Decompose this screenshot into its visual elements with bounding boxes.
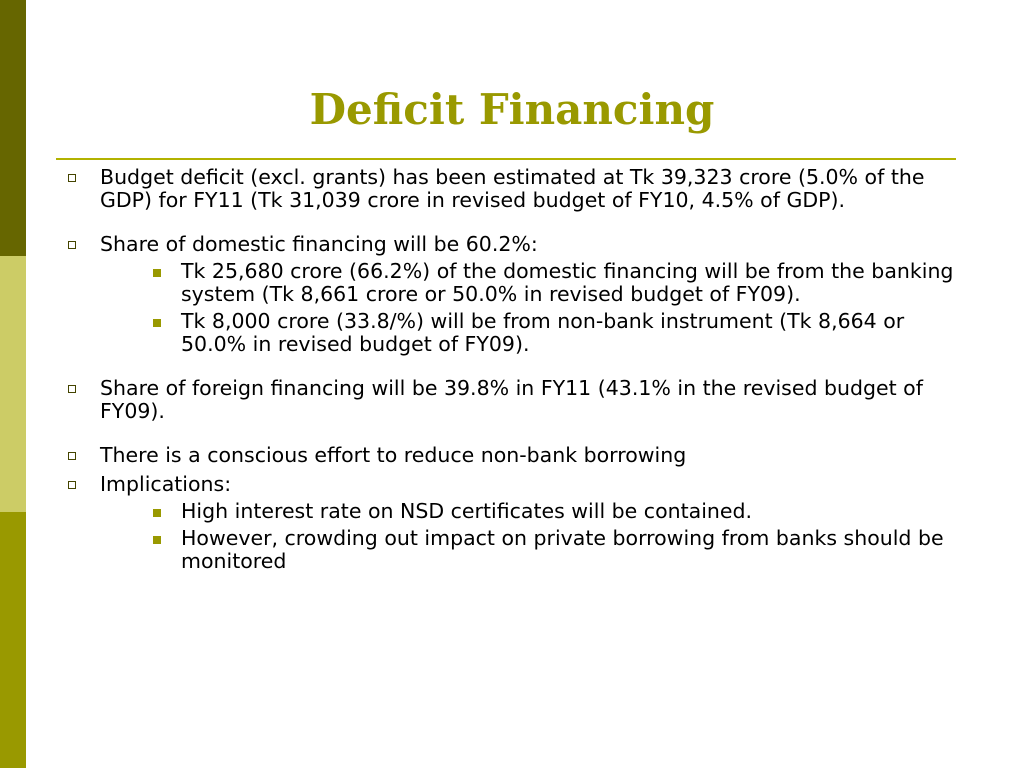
sub-bullet-item: [100, 527, 964, 573]
sub-bullet-text: Tk 25,680 crore (66.2%) of the domestic financing will be from the banking system (Tk 8,661 crore or 50.0% in revised budget of FY09).: [181, 259, 954, 306]
bullet-text: Share of foreign financing will be 39.8% in FY11 (43.1% in the revised budget of FY09).: [100, 376, 923, 423]
hollow-square-bullet-icon: [68, 385, 76, 393]
slide-content: [64, 166, 964, 573]
hollow-square-bullet-icon: [68, 241, 76, 249]
hollow-square-bullet-icon: [68, 481, 76, 489]
accent-bar-segment-light: [0, 256, 26, 512]
bullet-item: [64, 166, 964, 212]
sub-bullet-item: [100, 310, 964, 356]
sub-bullet-text: Tk 8,000 crore (33.8/%) will be from non-bank instrument (Tk 8,664 or 50.0% in revised budget of FY09).: [181, 309, 905, 356]
accent-bar-segment-mid: [0, 512, 26, 768]
bullet-item: [64, 444, 964, 467]
filled-square-bullet-icon: [153, 536, 161, 544]
accent-bar-segment-dark: [0, 0, 26, 256]
filled-square-bullet-icon: [153, 319, 161, 327]
slide-title: Deficit Financing: [309, 85, 715, 134]
sub-bullet-text: High interest rate on NSD certificates will be contained.: [181, 499, 753, 523]
bullet-text: Budget deficit (excl. grants) has been estimated at Tk 39,323 crore (5.0% of the GDP) for FY11 (Tk 31,039 crore in revised budget of FY10, 4.5% of GDP).: [100, 165, 925, 212]
sub-bullet-list: [100, 260, 964, 356]
filled-square-bullet-icon: [153, 509, 161, 517]
title-underline: [56, 158, 956, 160]
bullet-text: Implications:: [100, 472, 232, 496]
sub-bullet-item: [100, 260, 964, 306]
bullet-item: [64, 377, 964, 423]
hollow-square-bullet-icon: [68, 174, 76, 182]
left-accent-bar: [0, 0, 26, 768]
bullet-item: [64, 473, 964, 573]
bullet-text: There is a conscious effort to reduce non-bank borrowing: [100, 443, 687, 467]
hollow-square-bullet-icon: [68, 452, 76, 460]
filled-square-bullet-icon: [153, 269, 161, 277]
bullet-item: [64, 233, 964, 356]
sub-bullet-item: [100, 500, 964, 523]
sub-bullet-text: However, crowding out impact on private borrowing from banks should be monitored: [181, 526, 944, 573]
sub-bullet-list: [100, 500, 964, 573]
bullet-text: Share of domestic financing will be 60.2%:: [100, 232, 538, 256]
